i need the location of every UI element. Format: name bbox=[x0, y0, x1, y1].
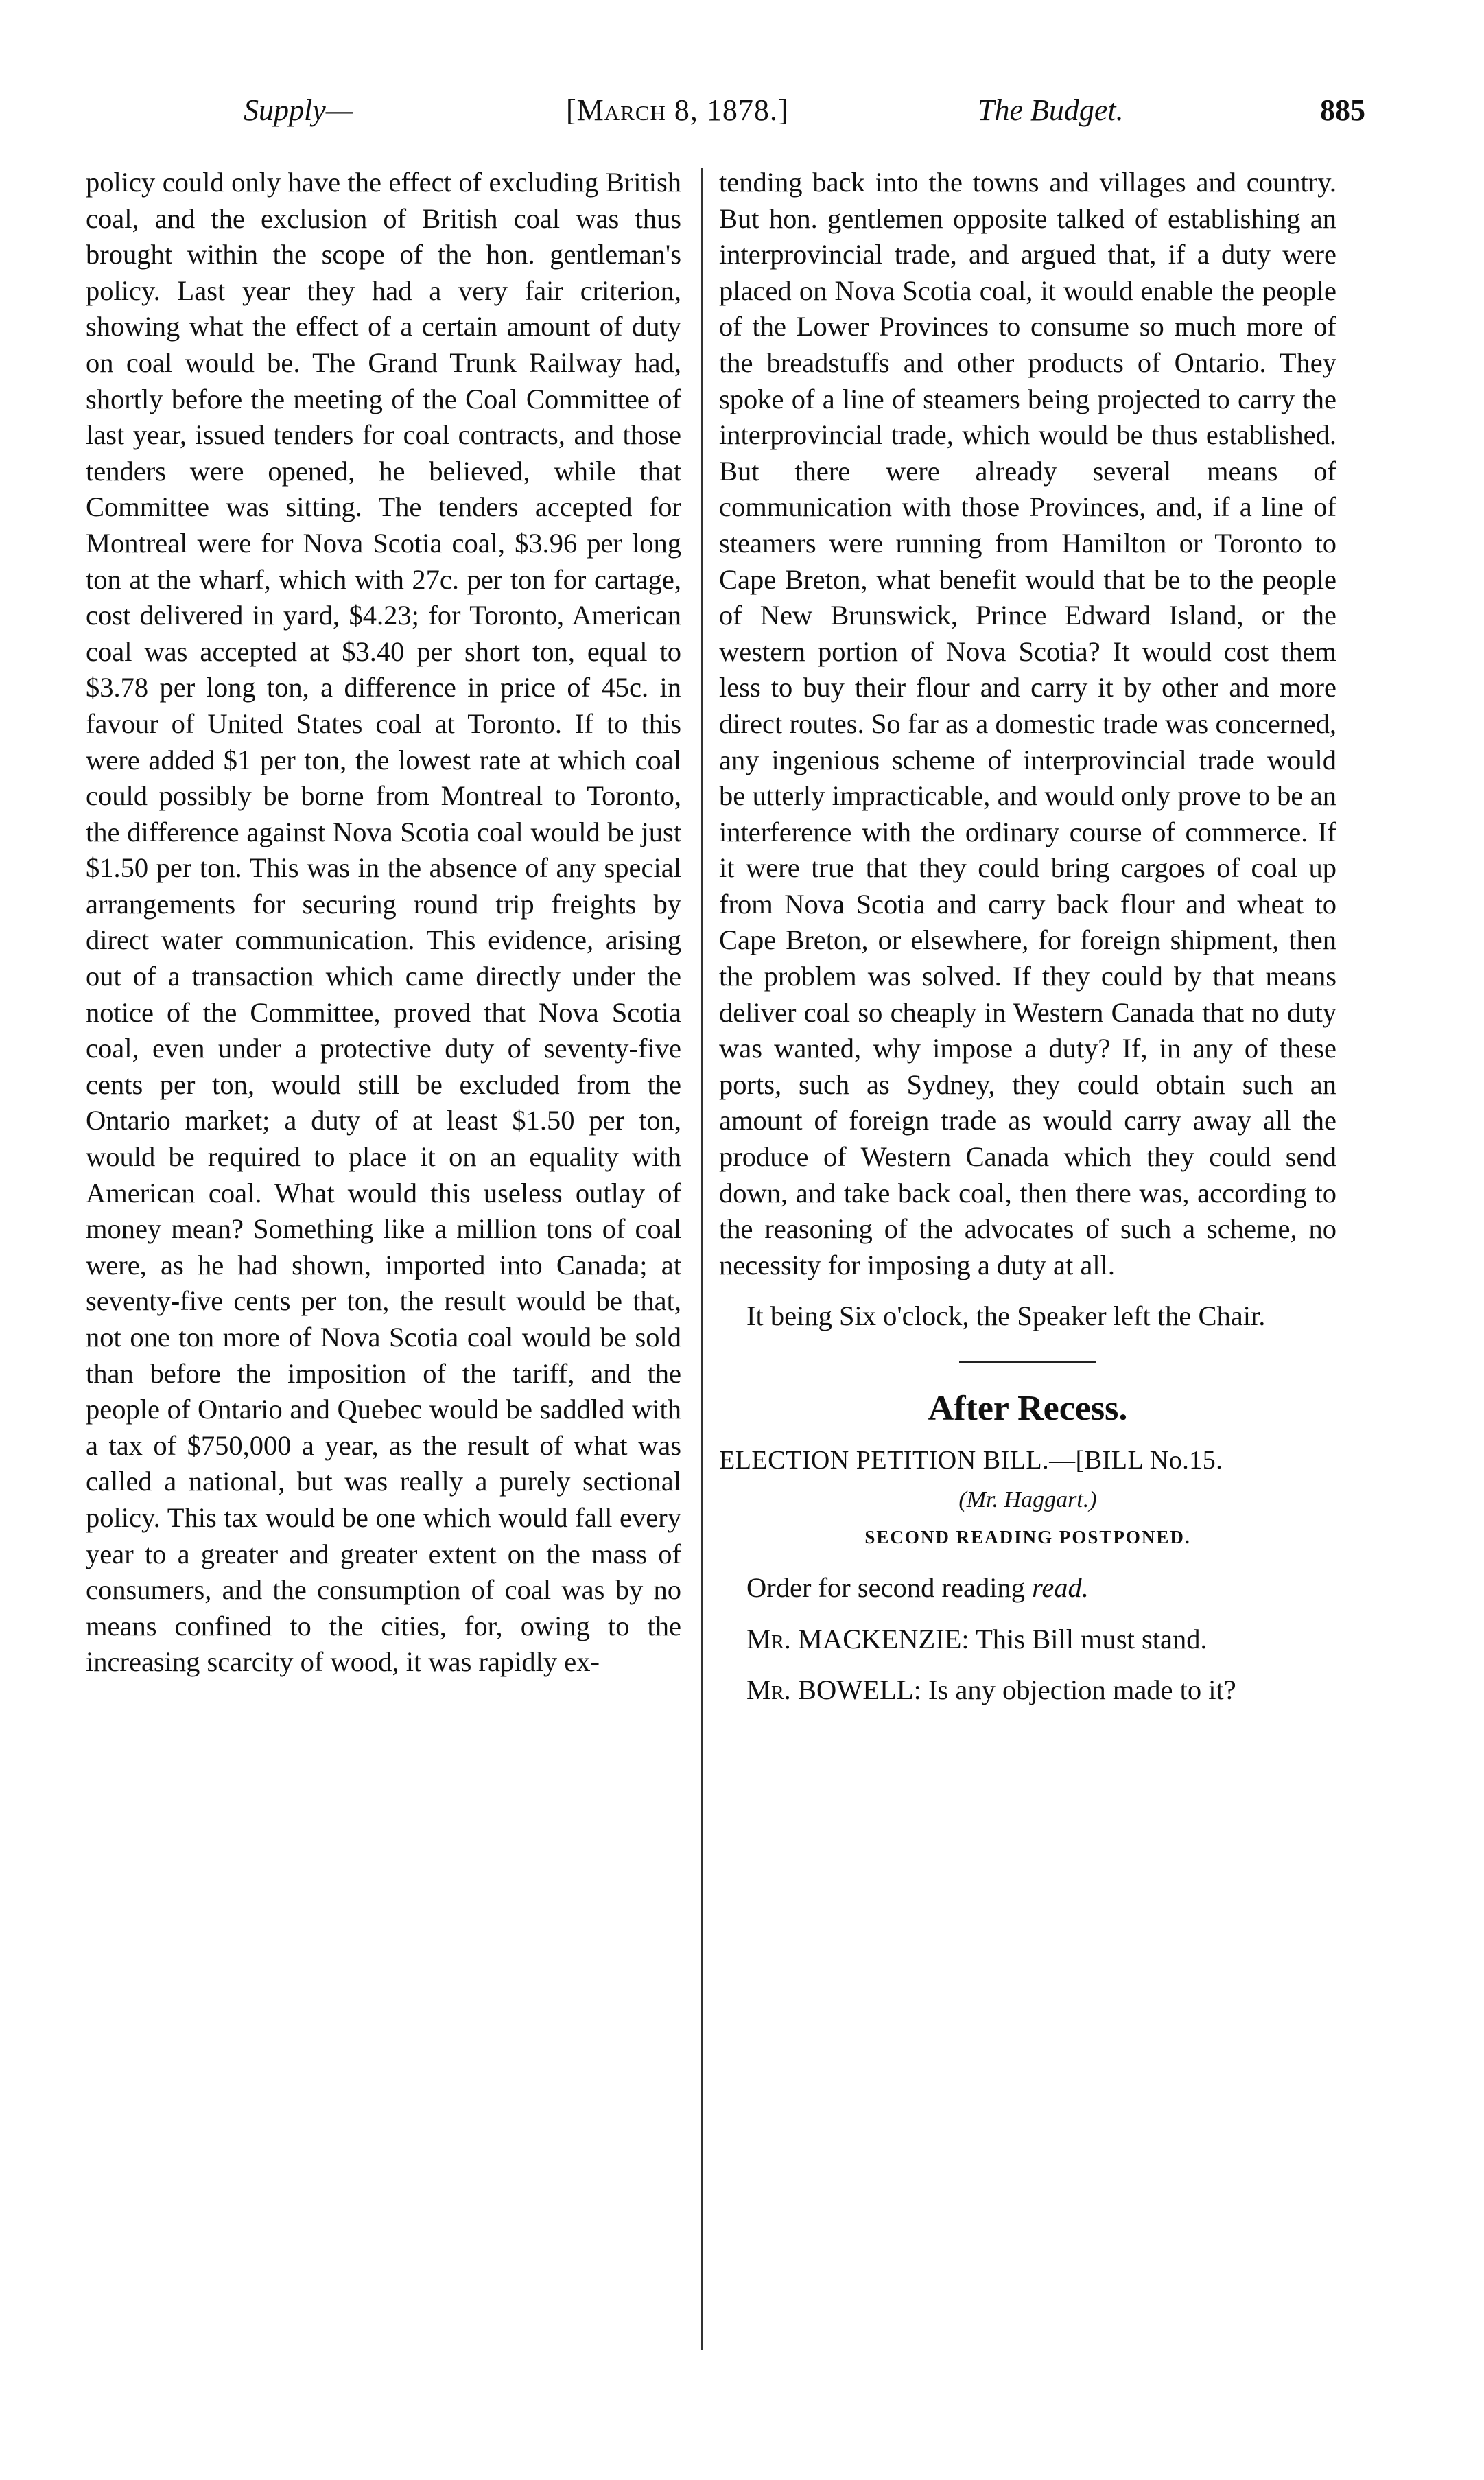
speech-mackenzie bbox=[719, 1622, 1336, 1658]
speaker-name: Mr. MACKENZIE bbox=[746, 1623, 962, 1654]
section-divider bbox=[959, 1361, 1096, 1363]
header-date-bracket: [ bbox=[566, 93, 577, 127]
bill-title: ELECTION PETITION BILL.—[BILL No.15. bbox=[719, 1446, 1223, 1475]
column-divider bbox=[701, 168, 703, 2350]
speaker-left-chair-paragraph: It being Six o'clock, the Speaker left the Chair. bbox=[746, 1300, 1266, 1332]
page-number: 885 bbox=[1320, 93, 1365, 127]
order-emphasis: read. bbox=[1032, 1572, 1089, 1603]
header-date-rest: 8, 1878.] bbox=[666, 93, 789, 127]
left-column-paragraph: policy could only have the effect of excluding British coal, and the exclusion of British coal was thus brought within the scope of the hon. gentleman's policy. Last year they had a very fair criterion, showing what the effect of a certain amount of duty on coal would be. The Grand Trunk Railway had, shortly before the meeting of the Coal Committee of last year, issued tenders for coal contracts, and those tenders were opened, he believed, while that Committee was sitting. The tenders accepted for Montreal were for Nova Scotia coal, $3.96 per long ton at the wharf, which with 27c. per ton for cartage, cost delivered in yard, $4.23; for Toronto, American coal was accepted at $3.40 per short ton, equal to $3.78 per long ton, a difference in price of 45c. in favour of United States coal at Toronto. If to this were added $1 per ton, the lowest rate at which coal could possibly be borne from Montreal to Toronto, the difference against Nova Scotia coal would be just $1.50 per ton. This was in the absence of any special arrangements for securing round trip freights by direct water communication. This evidence, arising out of a transaction which came directly under the notice of the Committee, proved that Nova Scotia coal, even under a protective duty of seventy-five cents per ton, would still be excluded from the Ontario market; a duty of at least $1.50 per ton, would be required to place it on an equality with American coal. What would this useless outlay of money mean? Something like a million tons of coal were, as he had shown, imported into Canada; at seventy-five cents per ton, the result would be that, not one ton more of Nova Scotia coal would be sold than before the imposition of the tariff, and the people of Ontario and Quebec would be saddled with a tax of $750,000 a year, as the result of what was called a national, but was really a purely sectional policy. This tax would be one which would fall every year to a greater and greater extent on the mass of consumers, and the consumption of coal was by no means confined to the cities, for, owing to the increasing scarcity of wood, it was rapidly ex- bbox=[86, 167, 681, 1678]
right-column-paragraph: tending back into the towns and villages and country. But hon. gentlemen opposite talked of establishing an interprovincial trade, and argued that, if a duty were placed on Nova Scotia coal, it would enable the people of the Lower Provinces to consume so much more of the breadstuffs and other products of Ontario. They spoke of a line of steamers being projected to carry the interprovincial trade, which would be thus established. But there were already several means of communication with those Provinces, and, if a line of steamers were running from Hamilton or Toronto to Cape Breton, what benefit would that be to the people of New Brunswick, Prince Edward Island, or the western portion of Nova Scotia? It would cost them less to buy their flour and carry it by other and more direct routes. So far as a domestic trade was concerned, any ingenious scheme of interprovincial trade would be utterly impracticable, and would only prove to be an interference with the ordinary course of commerce. If it were true that they could bring cargoes of coal up from Nova Scotia and carry back flour and wheat to Cape Breton, or elsewhere, for foreign shipment, then the problem was solved. If they could by that means deliver coal so cheaply in Western Canada that no duty was wanted, why impose a duty? If, in any of these ports, such as Sydney, they could obtain such an amount of foreign trade as would carry away all the produce of Western Canada which they could send down, and take back coal, then there was, according to the reasoning of the advocates of such a scheme, no necessity for imposing a duty at all. bbox=[719, 167, 1336, 1280]
header-date-month: March bbox=[576, 93, 666, 127]
speaker-name: Mr. BOWELL bbox=[746, 1674, 914, 1706]
section-heading: After Recess. bbox=[928, 1389, 1128, 1428]
speech-text: : This Bill must stand. bbox=[961, 1623, 1208, 1654]
header-section-title: Supply— bbox=[244, 93, 353, 127]
speech-bowell bbox=[719, 1672, 1336, 1709]
right-column bbox=[719, 165, 1336, 1709]
header-topic: The Budget. bbox=[978, 93, 1124, 127]
bill-status: SECOND READING POSTPONED. bbox=[864, 1527, 1191, 1547]
header-date bbox=[566, 93, 789, 128]
left-column bbox=[86, 165, 681, 1681]
speech-text: : Is any objection made to it? bbox=[913, 1674, 1236, 1706]
running-header bbox=[244, 93, 1365, 141]
order-text: Order for second reading bbox=[746, 1572, 1033, 1603]
order-paragraph bbox=[719, 1570, 1336, 1606]
bill-mover: (Mr. Haggart.) bbox=[958, 1487, 1097, 1512]
